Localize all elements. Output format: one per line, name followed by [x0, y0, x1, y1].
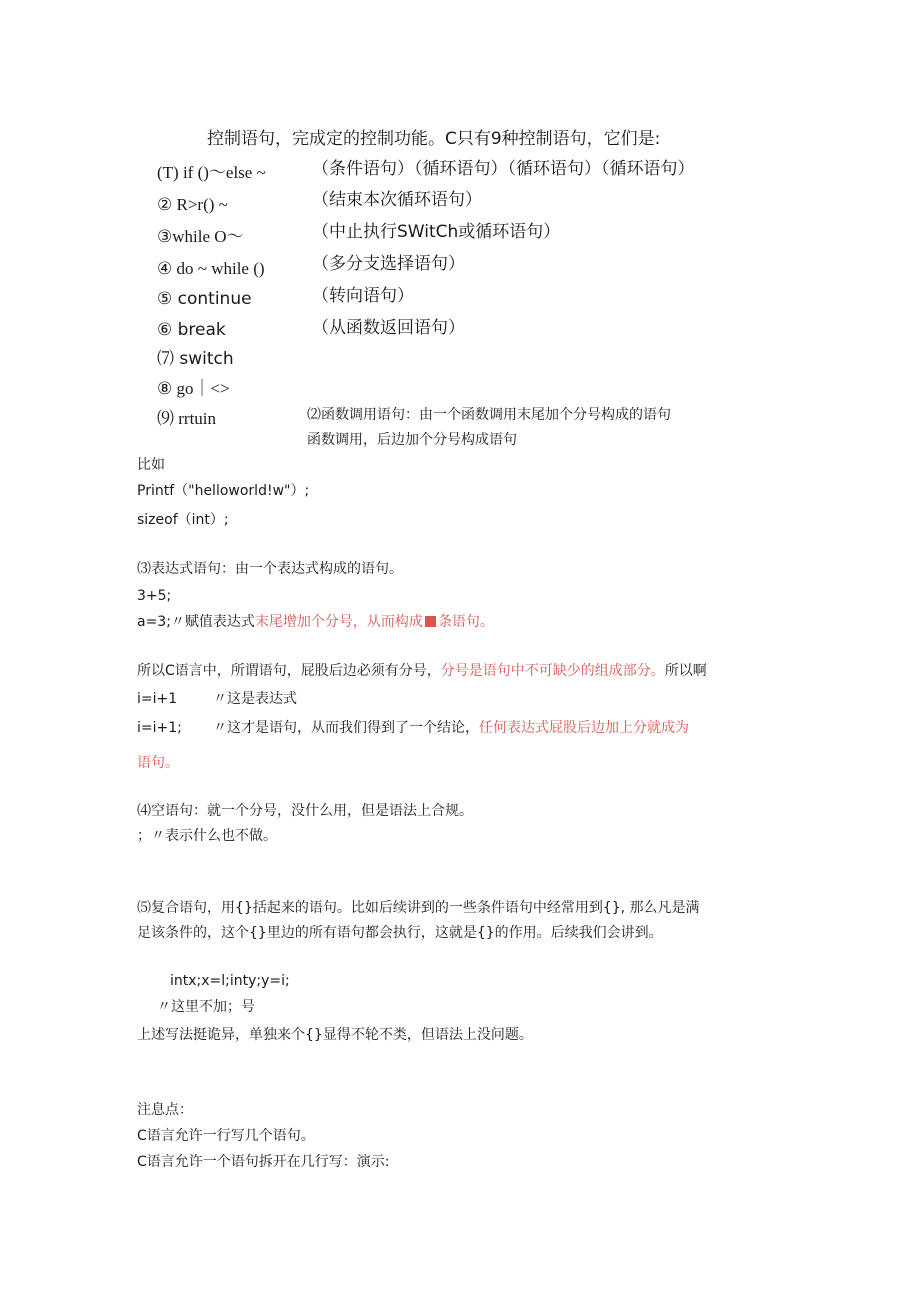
example-label: 比如 — [137, 457, 165, 473]
statement-code-4: ④ do ~ while () — [157, 259, 265, 278]
notes-line2: C语言允许一个语句拆开在几行写：演示: — [137, 1154, 390, 1170]
therefore-black-a: 所以C语言中，所谓语句，屁股后边必须有分号， — [137, 663, 441, 679]
statement-code-2: ② R>r() ~ — [157, 195, 228, 214]
statement-code-8: ⑧ go｜<> — [157, 379, 230, 398]
sizeof-line: sizeof（int）; — [137, 512, 229, 528]
expr-line2-black: a=3;〃赋值表达式 — [137, 614, 255, 630]
stmt-comment-red: 任何表达式屁股后边加上分就成为 — [479, 720, 689, 736]
expr-line1: 3+5; — [137, 588, 172, 604]
empty-line: ；〃表示什么也不做。 — [137, 828, 277, 844]
expr-title: ⑶表达式语句：由一个表达式构成的语句。 — [137, 561, 403, 577]
stmt-code-b: i=i+1; — [137, 720, 182, 736]
compound-line2: 足该条件的，这个{}里边的所有语句都会执行，这就是{}的作用。后续我们会讲到。 — [137, 925, 663, 941]
statement-desc-6: （从函数返回语句） — [312, 318, 465, 338]
stmt-comment-b — [213, 719, 689, 737]
therefore-black-b: 所以啊 — [664, 663, 707, 679]
intro-line: 控制语句，完成定的控制功能。C只有9种控制语句，它们是: — [207, 129, 661, 149]
compound-note: 上述写法挺诡异，单独来个{}显得不轮不类，但语法上没问题。 — [137, 1027, 533, 1043]
red-square-mark — [425, 616, 436, 627]
statement-desc-3: （中止执行SWitCh或循环语句） — [312, 222, 561, 242]
notes-line1: C语言允许一行写几个语句。 — [137, 1128, 315, 1144]
expr-line2-red-a: 末尾增加个分号，从而构成 — [254, 614, 423, 630]
compound-line1: ⑸复合语句，用{}括起来的语句。比如后续讲到的一些条件语句中经常用到{}, 那么凡是满 — [137, 900, 700, 916]
expr-comment-a: 〃这是表达式 — [213, 691, 297, 707]
compound-comment: 〃这里不加；号 — [157, 999, 255, 1015]
statement-code-1: (T) if ()～else ~ — [157, 163, 266, 182]
notes-title: 注息点： — [137, 1102, 193, 1118]
empty-title: ⑷空语句：就一个分号，没什么用，但是语法上合规。 — [137, 803, 473, 819]
statement-desc-1: （条件语句）（循环语句）（循环语句）（循环语句） — [312, 159, 695, 179]
statement-code-5: ⑤ continue — [157, 289, 252, 309]
expr-line2-red-b: 条语句。 — [437, 614, 494, 630]
statement-desc-5: （转向语句） — [312, 286, 414, 306]
func-call-line2: 函数调用，后边加个分号构成语句 — [307, 432, 517, 448]
conclusion-red: 语句。 — [137, 755, 179, 771]
expr-code-a: i=i+1 — [137, 691, 178, 707]
stmt-comment-black: 〃这才是语句，从而我们得到了一个结论， — [213, 720, 479, 736]
therefore-red: 分号是语句中不可缺少的组成部分。 — [440, 663, 665, 679]
statement-desc-2: （结束本次循环语句） — [312, 190, 482, 210]
statement-desc-4: （多分支选择语句） — [312, 254, 465, 274]
therefore-line1 — [137, 662, 707, 680]
expr-line2 — [137, 613, 494, 631]
statement-code-9: ⑼ rrtuin — [157, 409, 217, 428]
statement-code-3: ③while O～ — [157, 227, 244, 246]
func-call-line1: ⑵函数调用语句：由一个函数调用末尾加个分号构成的语句 — [307, 407, 671, 423]
statement-code-7: ⑺ switch — [157, 349, 234, 369]
statement-code-6: ⑥ break — [157, 320, 226, 340]
printf-line: Printf（"helloworld!w"）; — [137, 483, 310, 499]
compound-code: intx;x=l;inty;y=i; — [170, 973, 290, 989]
